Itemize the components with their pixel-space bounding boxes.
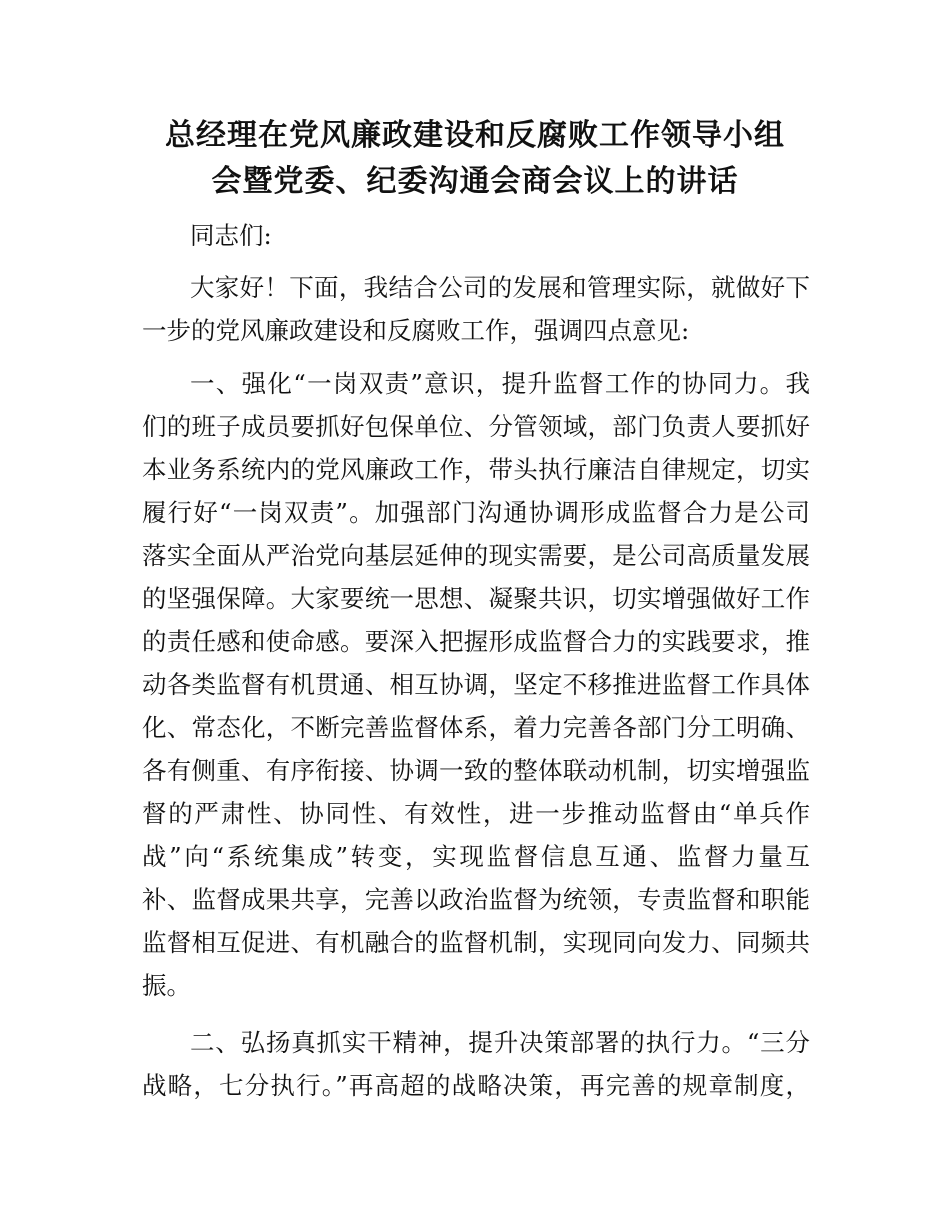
body-line: 监督相互促进、有机融合的监督机制，实现同向发力、同频共	[142, 928, 810, 957]
body-line: 本业务系统内的党风廉政工作，带头执行廉洁自律规定，切实	[142, 455, 810, 484]
document-title-line-1: 总经理在党风廉政建设和反腐败工作领导小组	[165, 118, 785, 153]
body-line: 各有侧重、有序衔接、协调一致的整体联动机制，切实增强监	[142, 756, 810, 785]
body-line: 动各类监督有机贯通、相互协调，坚定不移推进监督工作具体	[142, 670, 810, 699]
body-line: 履行好“一岗双责”。加强部门沟通协调形成监督合力是公司	[142, 498, 810, 527]
greeting: 同志们:	[190, 221, 272, 250]
body-line: 化、常态化，不断完善监督体系，着力完善各部门分工明确、	[142, 713, 810, 742]
body-line: 补、监督成果共享，完善以政治监督为统领，专责监督和职能	[142, 885, 810, 914]
body-line: 一步的党风廉政建设和反腐败工作，强调四点意见:	[142, 316, 690, 345]
body-line: 振。	[142, 971, 191, 1000]
body-line: 们的班子成员要抓好包保单位、分管领域，部门负责人要抓好	[142, 412, 810, 441]
body-line: 大家好！下面，我结合公司的发展和管理实际，就做好下	[190, 273, 810, 302]
body-line: 的责任感和使命感。要深入把握形成监督合力的实践要求，推	[142, 627, 810, 656]
body-line: 一、强化“一岗双责”意识，提升监督工作的协同力。我	[190, 369, 810, 398]
document-title-line-2: 会暨党委、纪委沟通会商会议上的讲话	[211, 164, 739, 199]
body-line: 的坚强保障。大家要统一思想、凝聚共识，切实增强做好工作	[142, 584, 810, 613]
body-line: 战”向“系统集成”转变，实现监督信息互通、监督力量互	[142, 842, 810, 871]
body-line: 战略，七分执行。”再高超的战略决策，再完善的规章制度，	[142, 1071, 810, 1100]
body-line: 督的严肃性、协同性、有效性，进一步推动监督由“单兵作	[142, 799, 810, 828]
body-line: 二、弘扬真抓实干精神，提升决策部署的执行力。“三分	[190, 1028, 810, 1057]
body-line: 落实全面从严治党向基层延伸的现实需要，是公司高质量发展	[142, 541, 810, 570]
